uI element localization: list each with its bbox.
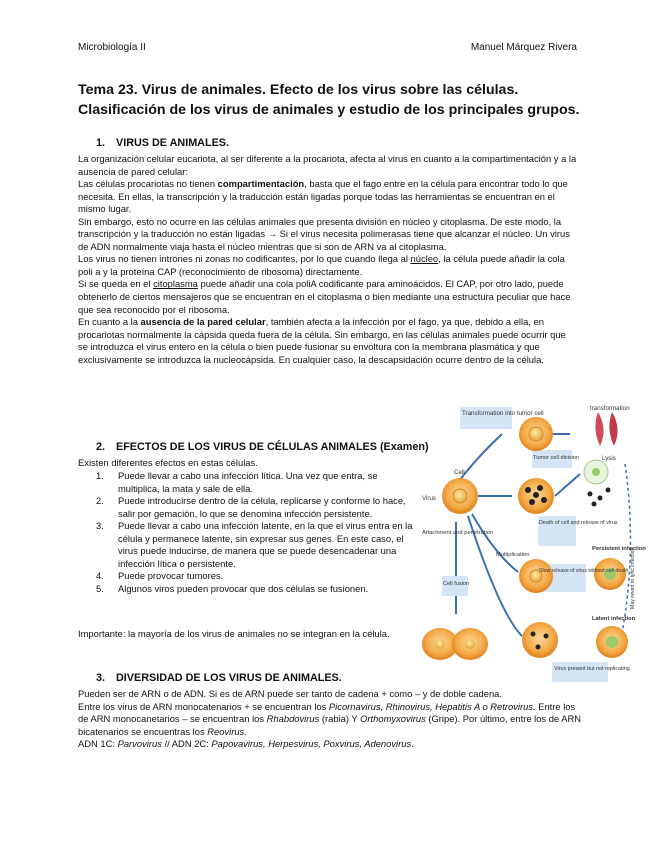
section-3-line: Pueden ser de ARN o de ADN. Si es de ARN puede ser tanto de cadena + como – y de doble cadena. <box>78 688 502 699</box>
list-text: Puede provocar tumores. <box>118 570 224 582</box>
section-2-number: 2. <box>96 441 106 453</box>
effects-list <box>96 470 414 595</box>
section-2-heading <box>96 441 429 453</box>
cell-latent <box>522 622 558 658</box>
label-cell: Cell <box>454 469 465 476</box>
list-item <box>96 495 414 520</box>
list-item <box>96 470 414 495</box>
text-run: , basta que el fago entre en la célula para encontrar todo lo que necesita. En ellas, la transcripción y la traducción están ligadas porque todas las herramientas se encuentran en el mismo lugar. <box>78 178 568 215</box>
header-left: Microbiología II <box>78 42 146 53</box>
virus-names: Parvovirus <box>117 738 162 750</box>
text-run: . <box>411 738 414 750</box>
section-3-number: 3. <box>96 672 106 684</box>
text-run: Las células procariotas no tienen <box>78 178 218 190</box>
label-attachment: Attachment and penetration <box>422 530 494 536</box>
label-virus: Virus <box>422 495 436 502</box>
cell-persistent-1 <box>519 559 553 593</box>
text-run: Si se queda en el <box>78 278 154 290</box>
section-1-number: 1. <box>96 137 106 149</box>
bold-term: compartimentación <box>217 178 305 190</box>
label-latent: Latent infection <box>592 616 636 622</box>
virus-effects-diagram <box>420 404 646 694</box>
text-run: ADN 1C: <box>78 738 118 750</box>
cell-fusion <box>422 628 488 660</box>
cell-lytic <box>518 478 554 514</box>
virus-effects-figure <box>420 404 646 694</box>
list-number: 3. <box>96 520 104 532</box>
label-multiplication: Multiplication <box>496 552 530 558</box>
list-number: 4. <box>96 570 104 582</box>
label-text: Transformation into tumor cell <box>462 410 544 417</box>
section-3-heading <box>96 672 342 684</box>
section-1-paragraph: La organización celular eucariota, al ser diferente a la procariota, afecta al virus en cuanto a la compartimentación y a la ausencia de pared celular: <box>78 153 577 177</box>
text-run: , también afecta a la infección por el fago, ya que, debido a ella, en procariotas normalmente la cápsida queda fuera de la célula. Sin embargo, en las células animales puede ocurrir que se introduzca el virus entero en la célula o bien puede fusionar su envoltura con la membrana plasmática y que exclusivamente se introduzca la nucleocápsida. En cualquier caso, la descapsidación ocurre dentro de la célula. <box>78 316 566 365</box>
text-run: (Gripe). Por último, entre los de ARN bicatenarios se encuentras los <box>78 713 582 737</box>
text-run: (rabia) Y <box>319 713 361 725</box>
virus-names: Reovirus. <box>207 725 247 737</box>
section-3-body <box>78 688 583 751</box>
bold-term: ausencia de la pared celular <box>140 316 266 328</box>
label-transformation-tumor <box>462 410 544 417</box>
section-3-line <box>78 701 583 739</box>
text-run: En cuanto a la <box>78 316 141 328</box>
virus-names: Picornavirus, Rhinovirus, Hepatitis A o Retrovirus. <box>328 700 536 712</box>
section-2-title: EFECTOS DE LOS VIRUS DE CÉLULAS ANIMALES (Examen) <box>116 441 429 453</box>
list-text: Puede introducirse dentro de la célula, replicarse y conforme lo hace, salir por gemación, lo que se denomina infección persistente. <box>118 495 406 519</box>
section-1-title: VIRUS DE ANIMALES. <box>116 137 229 149</box>
section-3-line <box>78 738 583 751</box>
text-run: Entre los de ARN monocanetarios – se encuentran los <box>78 700 576 725</box>
list-number: 1. <box>96 470 104 481</box>
cell-persistent-2 <box>594 558 626 590</box>
label-tumor-division: Tumor cell division <box>533 455 580 461</box>
cell-main <box>442 478 478 514</box>
label-death: Death of cell and release of virus <box>539 520 618 526</box>
section-1-paragraph <box>78 253 578 278</box>
label-transformation: transformation <box>590 405 630 412</box>
list-item <box>96 570 414 583</box>
cell-tumor <box>519 417 553 451</box>
underlined-term: núcleo <box>410 253 439 265</box>
virus-names: Orthomyxovirus <box>360 713 426 725</box>
text-run: Los virus no tienen intrones ni zonas no codificantes, por lo que cuando llega al <box>78 253 411 265</box>
arrow-lysis <box>555 474 580 496</box>
label-slow-release: Slow release of virus without cell death <box>539 568 629 574</box>
section-1-heading <box>96 137 229 149</box>
list-item <box>96 583 414 596</box>
header-right: Manuel Márquez Rivera <box>470 42 577 53</box>
section-2-intro: Existen diferentes efectos en estas células. <box>78 457 258 468</box>
cell-latent-2 <box>596 626 628 658</box>
page-title <box>78 80 598 120</box>
section-1-paragraph <box>78 316 578 366</box>
list-number: 2. <box>96 495 104 507</box>
list-item <box>96 520 414 570</box>
label-persistent: Persistent infection <box>592 546 646 552</box>
virus-names: Papovavirus, Herpesvirus, Poxvirus, Adenovirus <box>211 738 412 750</box>
lysis-cell <box>584 460 611 507</box>
list-text: Puede llevar a cabo una infección lítica. Una vez que entra, se multiplica, la mata y sale de ella. <box>118 470 378 494</box>
list-text: Algunos viros pueden provocar que dos células se fusionen. <box>118 582 369 594</box>
underlined-term: citoplasma <box>153 278 198 290</box>
title-line-1: Tema 23. Virus de animales. Efecto de los virus sobre las células. <box>78 82 519 98</box>
section-3-title: DIVERSIDAD DE LOS VIRUS DE ANIMALES. <box>116 672 342 684</box>
text-run: Entre los virus de ARN monocatenarios + se encuentran los <box>78 700 329 712</box>
text-run: // ADN 2C: <box>161 738 212 750</box>
text-run: puede añadir una cola poliA codificante para aminoácidos. El CAP, por otro lado, puede obtenerlo de ciertos mensajeros que se encuentran en el citoplasma o bien mediante una estructura peculiar que hace que sea reconocido por el ribosoma. <box>78 278 571 315</box>
title-line-2: Clasificación de los virus de animales y estudio de los principales grupos. <box>78 102 580 118</box>
text-run: , la célula puede añadir la cola poli a y la proteína CAP (reconocimiento de ribosoma) directamente. <box>78 253 565 277</box>
muscle-cells <box>595 412 617 446</box>
section-1-paragraph <box>78 278 578 316</box>
label-cell-fusion: Cell fusion <box>443 581 470 587</box>
arrow-to-persistent <box>472 514 518 572</box>
label-virus-present: Virus present but not replicating <box>554 666 630 672</box>
label-lysis: Lysis <box>602 455 616 462</box>
section-1-body <box>78 153 578 366</box>
virus-names: Rhabdovirus <box>266 713 320 725</box>
important-note: Importante: la mayoría de los virus de animales no se integran en la célula. <box>78 628 390 639</box>
label-revert: May revert to lytic infection <box>630 547 636 609</box>
section-1-paragraph <box>78 178 578 216</box>
list-number: 5. <box>96 582 104 594</box>
section-1-paragraph: Sin embargo, esto no ocurre en las células animales que presenta división en núcleo y citoplasma. De este modo, la transcripción y la traducción no están ligadas → Si el virus necesita polimerasas tiene que alcanzar el núcleo. Un virus de ADN normalmente viaja hasta el núcleo mientras que si son de ARN va al citoplasma. <box>78 215 570 252</box>
virus-present-label-box <box>552 662 608 682</box>
list-text: Puede llevar a cabo una infección latente, en la que el virus entra en la célula y permanece latente, sin expresar sus genes. En este caso, el virus puede inducirse, de manera que se puede desencadenar una infección lítica o persistente. <box>118 520 413 569</box>
